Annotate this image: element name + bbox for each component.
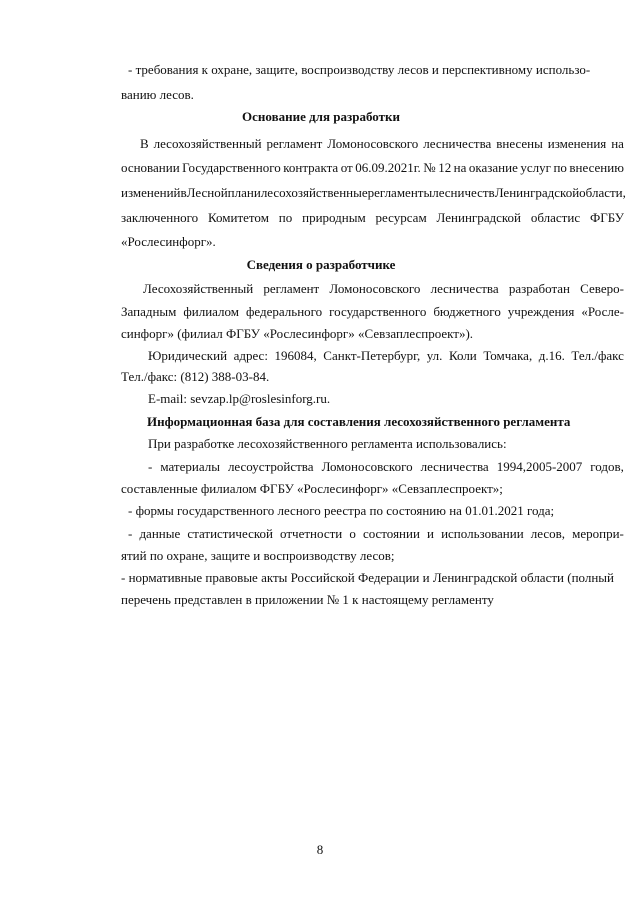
infobase-line-6: - нормативные правовые акты Российской Федерации и Ленинградской области (полный [121,570,614,585]
infobase-heading: Информационная база для составления лесохозяйственного регламента [147,414,571,429]
word: - [128,526,133,541]
basis-line-1 [140,136,624,152]
word: д.16. [538,348,565,363]
word: и [253,185,261,200]
word: Ленинградской [436,210,521,225]
word: лесничества [420,459,489,474]
word: областис [530,210,581,225]
developer-line-3: синфорг» (филиал ФГБУ «Рослесинфорг» «Севзаплеспроект»). [121,326,474,341]
word: оказание [468,160,518,175]
word: годов, [590,459,624,474]
infobase-intro: При разработке лесохозяйственного регламента использовались: [148,436,507,451]
word: Санкт-Петербург, [323,348,421,363]
word: Ломоносовского [329,281,421,296]
word: регламент [266,136,323,151]
word: ФГБУ [589,210,624,225]
word: от [340,160,353,175]
word: в [180,185,187,200]
word: изменений [121,185,181,200]
word: Лесохозяйственный [143,281,254,296]
developer-email: E-mail: sevzap.lp@roslesinforg.ru. [148,391,331,406]
word: материалы [160,459,220,474]
intro-line-2: ванию лесов. [121,87,194,102]
word: федерального [246,304,323,319]
intro-line-1: - требования к охране, защите, воспроизводству лесов и перспективному использо- [128,62,591,77]
developer-line-1 [143,281,624,297]
word: лесохозяйственные [260,185,368,200]
basis-line-2 [121,160,624,176]
word: лесоустройства [227,459,314,474]
word: Лесной [186,185,228,200]
basis-heading: Основание для разработки [242,109,400,124]
word: состоянии [362,526,420,541]
developer-line-2 [121,304,624,320]
word: о [349,526,356,541]
word: учреждения [507,304,575,319]
word: услуг [520,160,551,175]
word: внесены [496,136,543,151]
basis-line-4 [121,210,624,226]
infobase-line-2: составленные филиалом ФГБУ «Рослесинфорг» «Севзаплеспроект»; [121,481,503,496]
word: и [427,526,434,541]
infobase-line-7: перечень представлен в приложении № 1 к настоящему регламенту [121,592,494,607]
word: области, [579,185,626,200]
word: Государственного [182,160,281,175]
word: план [227,185,254,200]
word: изменения [547,136,607,151]
word: лесов, [530,526,566,541]
word: Ломоносовского [321,459,413,474]
word: Ленинградской [494,185,580,200]
word: Томчака, [483,348,533,363]
word: регламенты [367,185,433,200]
word: ул. [426,348,443,363]
developer-heading: Сведения о разработчике [246,257,396,272]
infobase-line-3: - формы государственного лесного реестра по состоянию на 01.01.2021 года; [128,503,555,518]
word: 1994,2005-2007 [496,459,583,474]
word: на [611,136,624,151]
word: на [453,160,467,175]
word: Ломоносовского [327,136,419,151]
word: 12 [438,160,452,175]
word: отчетности [280,526,343,541]
word: статистической [187,526,273,541]
word: лесничества [423,136,492,151]
developer-phone: Тел./факс: (812) 388-03-84. [121,369,270,384]
word: бюджетного [433,304,501,319]
word: государственного [329,304,427,319]
word: регламент [263,281,320,296]
word: контракта [283,160,339,175]
word: Тел./факс [571,348,624,363]
word: меропри- [572,526,624,541]
word: природным [302,210,366,225]
infobase-line-1 [148,459,624,475]
word: использовании [441,526,524,541]
word: внесению [569,160,624,175]
basis-line-3 [121,185,624,201]
word: 196084, [274,348,317,363]
word: № [423,160,436,175]
word: данные [139,526,181,541]
word: Северо- [580,281,624,296]
word: по [278,210,293,225]
infobase-line-4 [128,526,624,542]
word: Западным [121,304,177,319]
basis-line-5: «Рослесинфорг». [121,234,216,249]
word: 06.09.2021г. [355,160,421,175]
word: - [148,459,153,474]
word: В [140,136,149,151]
infobase-line-5: ятий по охране, защите и воспроизводству лесов; [121,548,395,563]
word: основании [121,160,180,175]
developer-line-4 [148,348,624,364]
word: лесохозяйственный [153,136,262,151]
word: заключенного [121,210,199,225]
word: Юридический [148,348,228,363]
word: лесничества [430,281,499,296]
word: разработан [508,281,571,296]
word: Коли [448,348,477,363]
word: «Росле- [581,304,624,319]
page-number: 8 [316,842,324,857]
word: адрес: [233,348,268,363]
word: филиалом [183,304,240,319]
word: лесничеств [432,185,495,200]
word: ресурсам [375,210,427,225]
word: Комитетом [208,210,269,225]
word: по [553,160,567,175]
